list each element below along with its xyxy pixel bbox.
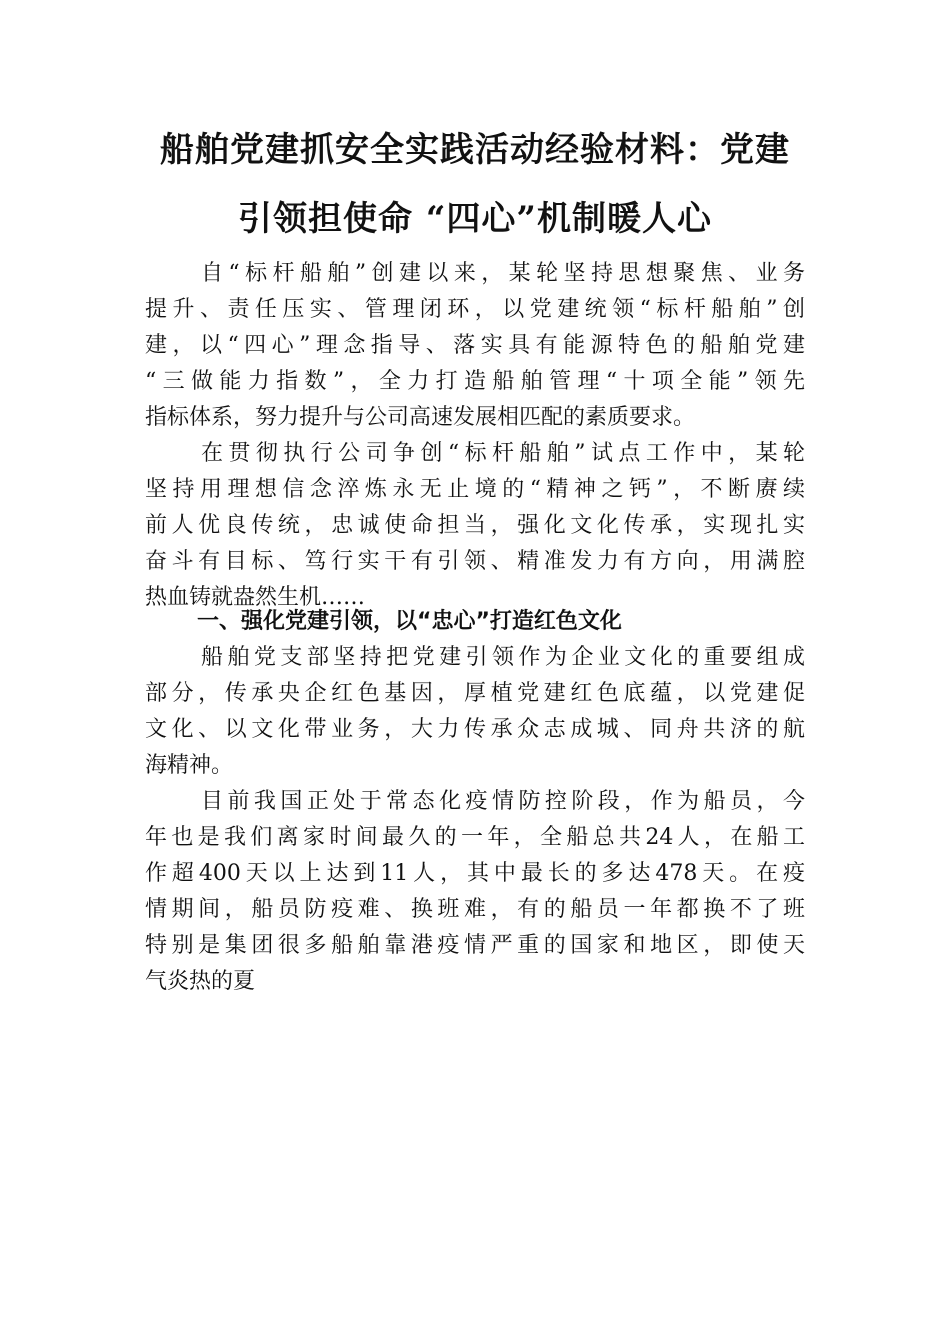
paragraph-1-line: 指标体系，努力提升与公司高速发展相匹配的素质要求。 [145,405,696,430]
paragraph-4-line: 目前我国正处于常态化疫情防控阶段，作为船员，今 [201,789,805,814]
document-title-line-1: 船舶党建抓安全实践活动经验材料：党建 [160,130,790,170]
paragraph-2-line: 坚持用理想信念淬炼永无止境的“精神之钙”，不断赓续 [145,477,805,502]
paragraph-3-line: 船舶党支部坚持把党建引领作为企业文化的重要组成 [201,645,805,670]
paragraph-4-line: 年也是我们离家时间最久的一年，全船总共24人，在船工 [145,825,805,850]
paragraph-1-line: “三做能力指数”，全力打造船舶管理“十项全能”领先 [145,369,805,394]
section-heading: 一、强化党建引领，以“忠心”打造红色文化 [197,609,622,634]
paragraph-1-line: 提升、责任压实、管理闭环，以党建统领“标杆船舶”创 [145,297,805,322]
paragraph-2-line: 热血铸就盎然生机…… [145,585,366,610]
paragraph-4-line: 作超400天以上达到11人，其中最长的多达478天。在疫 [145,861,805,886]
paragraph-2-line: 奋斗有目标、笃行实干有引领、精准发力有方向，用满腔 [145,549,805,574]
paragraph-3-line: 海精神。 [145,753,234,778]
paragraph-1-line: 自“标杆船舶”创建以来，某轮坚持思想聚焦、业务 [201,261,805,286]
paragraph-1-line: 建，以“四心”理念指导、落实具有能源特色的船舶党建 [145,333,805,358]
paragraph-3-line: 文化、以文化带业务，大力传承众志成城、同舟共济的航 [145,717,805,742]
document-title-line-2: 引领担使命 “四心”机制暖人心 [238,199,712,239]
paragraph-4-line: 特别是集团很多船舶靠港疫情严重的国家和地区，即使天 [145,933,805,958]
paragraph-2-line: 前人优良传统，忠诚使命担当，强化文化传承，实现扎实 [145,513,805,538]
paragraph-4-line: 气炎热的夏 [145,969,256,994]
paragraph-4-line: 情期间，船员防疫难、换班难，有的船员一年都换不了班 [145,897,805,922]
paragraph-3-line: 部分，传承央企红色基因，厚植党建红色底蕴，以党建促 [145,681,805,706]
paragraph-2-line: 在贯彻执行公司争创“标杆船舶”试点工作中，某轮 [201,441,805,466]
